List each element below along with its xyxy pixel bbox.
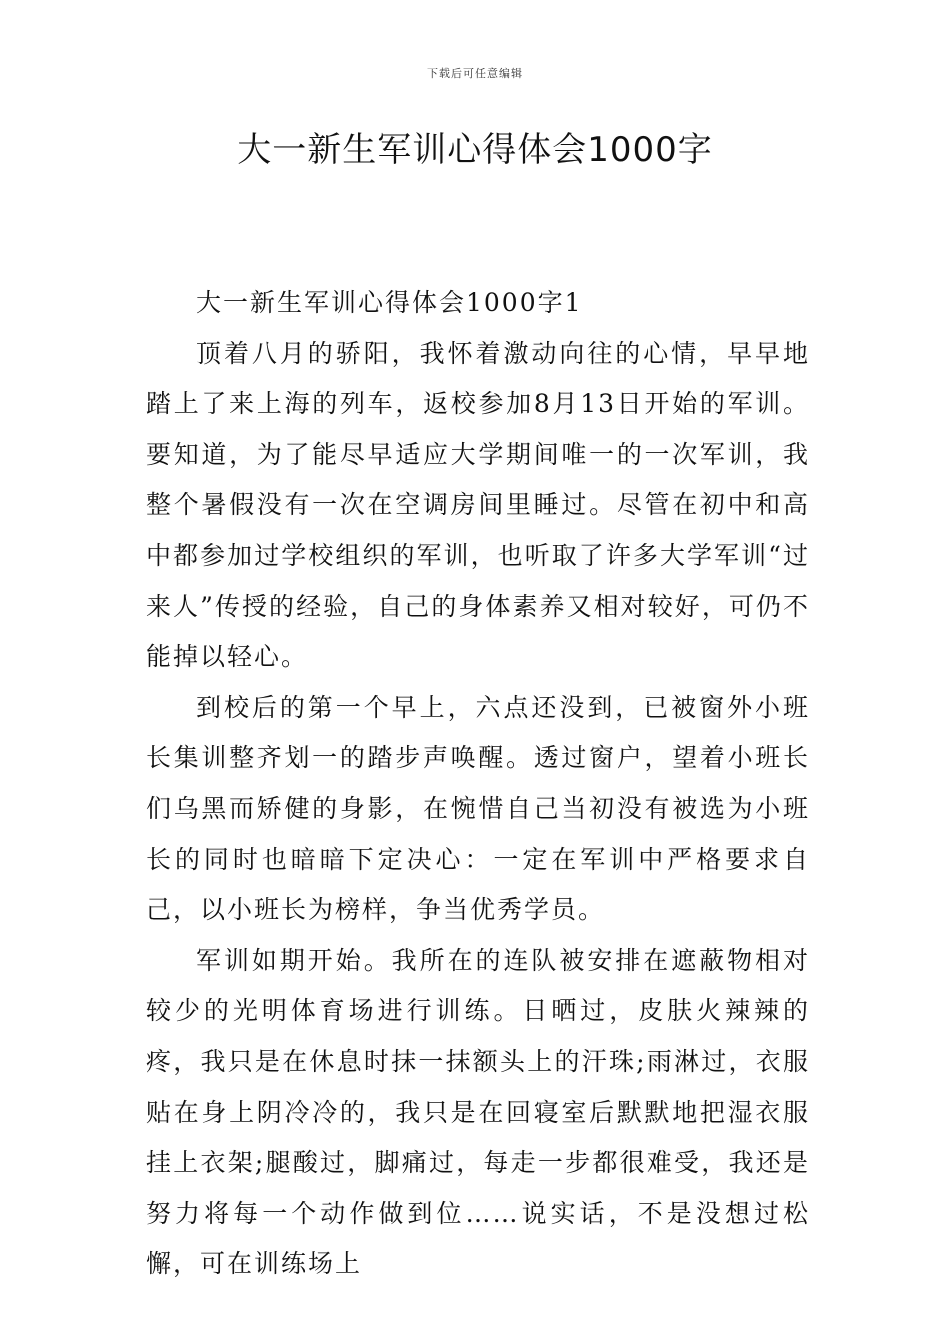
document-title: 大一新生军训心得体会1000字 [237, 130, 713, 170]
paragraph: 军训如期开始。我所在的连队被安排在遮蔽物相对较少的光明体育场进行训练。日晒过，皮肤火辣辣的疼，我只是在休息时抹一抹额头上的汗珠;雨淋过，衣服贴在身上阴冷冷的，我只是在回寝室后默默地把湿衣服挂上衣架;腿酸过，脚痛过，每走一步都很难受，我还是努力将每一个动作做到位……说实话，不是没想过松懈，可在训练场上 [146, 945, 810, 1279]
header-note: 下载后可任意编辑 [427, 67, 523, 80]
section-heading: 大一新生军训心得体会1000字1 [196, 288, 583, 317]
paragraph: 到校后的第一个早上，六点还没到，已被窗外小班长集训整齐划一的踏步声唤醒。透过窗户，望着小班长们乌黑而矫健的身影，在惋惜自己当初没有被选为小班长的同时也暗暗下定决心：一定在军训中严格要求自己，以小班长为榜样，争当优秀学员。 [146, 692, 810, 925]
document-body [146, 278, 810, 1290]
paragraph: 顶着八月的骄阳，我怀着激动向往的心情，早早地踏上了来上海的列车，返校参加8月13日开始的军训。要知道，为了能尽早适应大学期间唯一的一次军训，我整个暑假没有一次在空调房间里睡过。尽管在初中和高中都参加过学校组织的军训，也听取了许多大学军训“过来人”传授的经验，自己的身体素养又相对较好，可仍不能掉以轻心。 [146, 338, 810, 672]
